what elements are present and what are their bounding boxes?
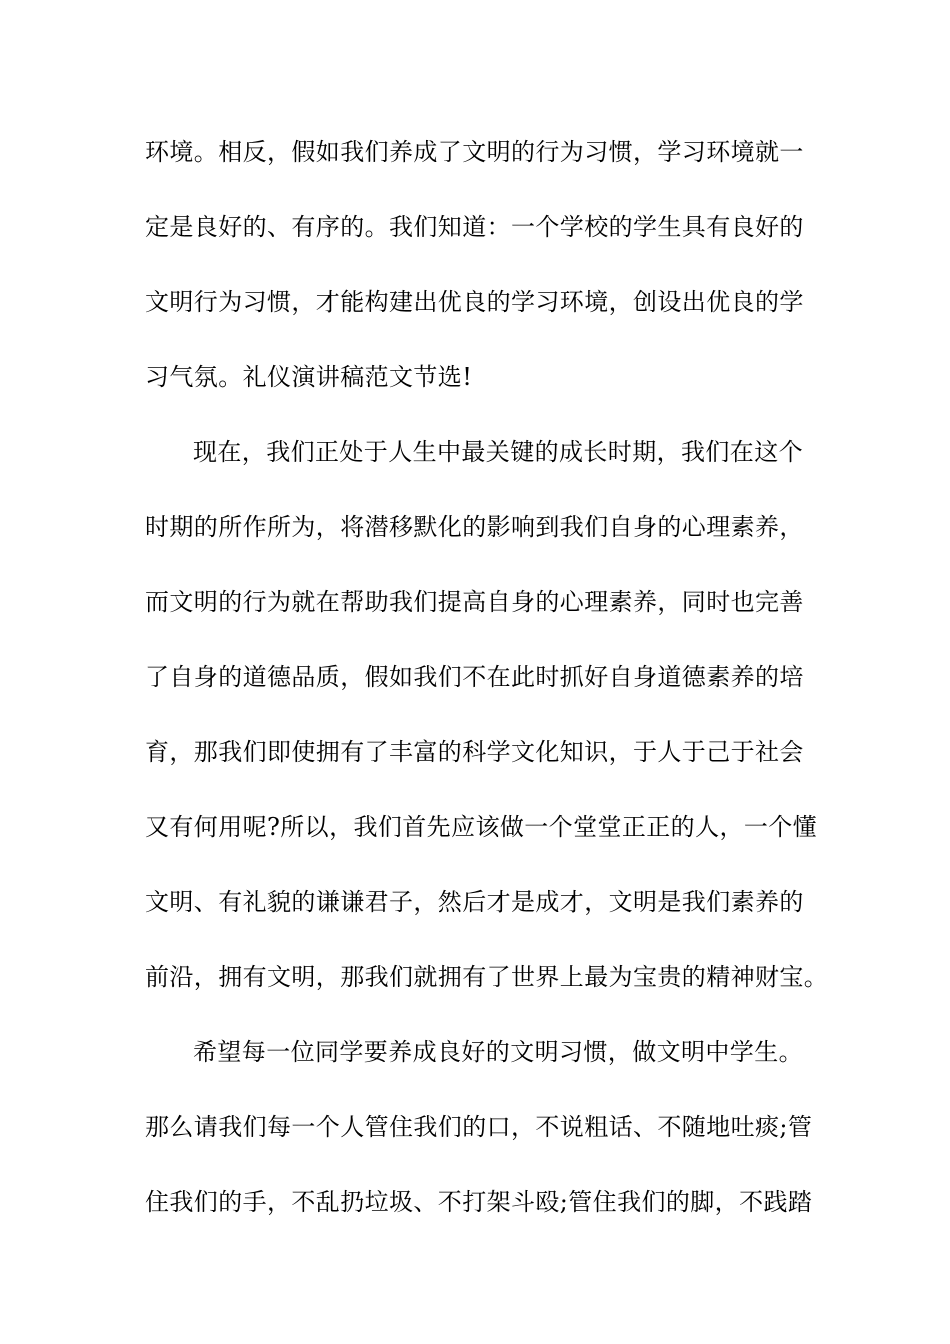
body-text	[145, 128, 829, 1253]
text-line: 那么请我们每一个人管住我们的口，不说粗话、不随地吐痰;管	[145, 1113, 813, 1141]
paragraph-start-line: 现在，我们正处于人生中最关键的成长时期，我们在这个	[193, 438, 803, 466]
text-line: 环境。相反，假如我们养成了文明的行为习惯，学习环境就一	[145, 138, 804, 166]
text-line: 前沿，拥有文明，那我们就拥有了世界上最为宝贵的精神财宝。	[145, 963, 829, 991]
text-line: 住我们的手，不乱扔垃圾、不打架斗殴;管住我们的脚，不践踏	[145, 1188, 813, 1216]
text-line: 文明行为习惯，才能构建出优良的学习环境，创设出优良的学	[145, 288, 804, 316]
text-line: 又有何用呢?所以，我们首先应该做一个堂堂正正的人，一个懂	[145, 813, 818, 841]
text-line: 而文明的行为就在帮助我们提高自身的心理素养，同时也完善	[145, 588, 804, 616]
text-line: 文明、有礼貌的谦谦君子，然后才是成才，文明是我们素养的	[145, 888, 804, 916]
text-line: 定是良好的、有序的。我们知道：一个学校的学生具有良好的	[145, 213, 804, 241]
text-line: 育，那我们即使拥有了丰富的科学文化知识，于人于己于社会	[145, 738, 804, 766]
paragraph-start-line: 希望每一位同学要养成良好的文明习惯，做文明中学生。	[193, 1038, 803, 1066]
text-line: 时期的所作所为，将潜移默化的影响到我们自身的心理素养，	[145, 513, 804, 541]
text-line: 习气氛。礼仪演讲稿范文节选!	[145, 363, 473, 391]
text-line: 了自身的道德品质，假如我们不在此时抓好自身道德素养的培	[145, 663, 804, 691]
